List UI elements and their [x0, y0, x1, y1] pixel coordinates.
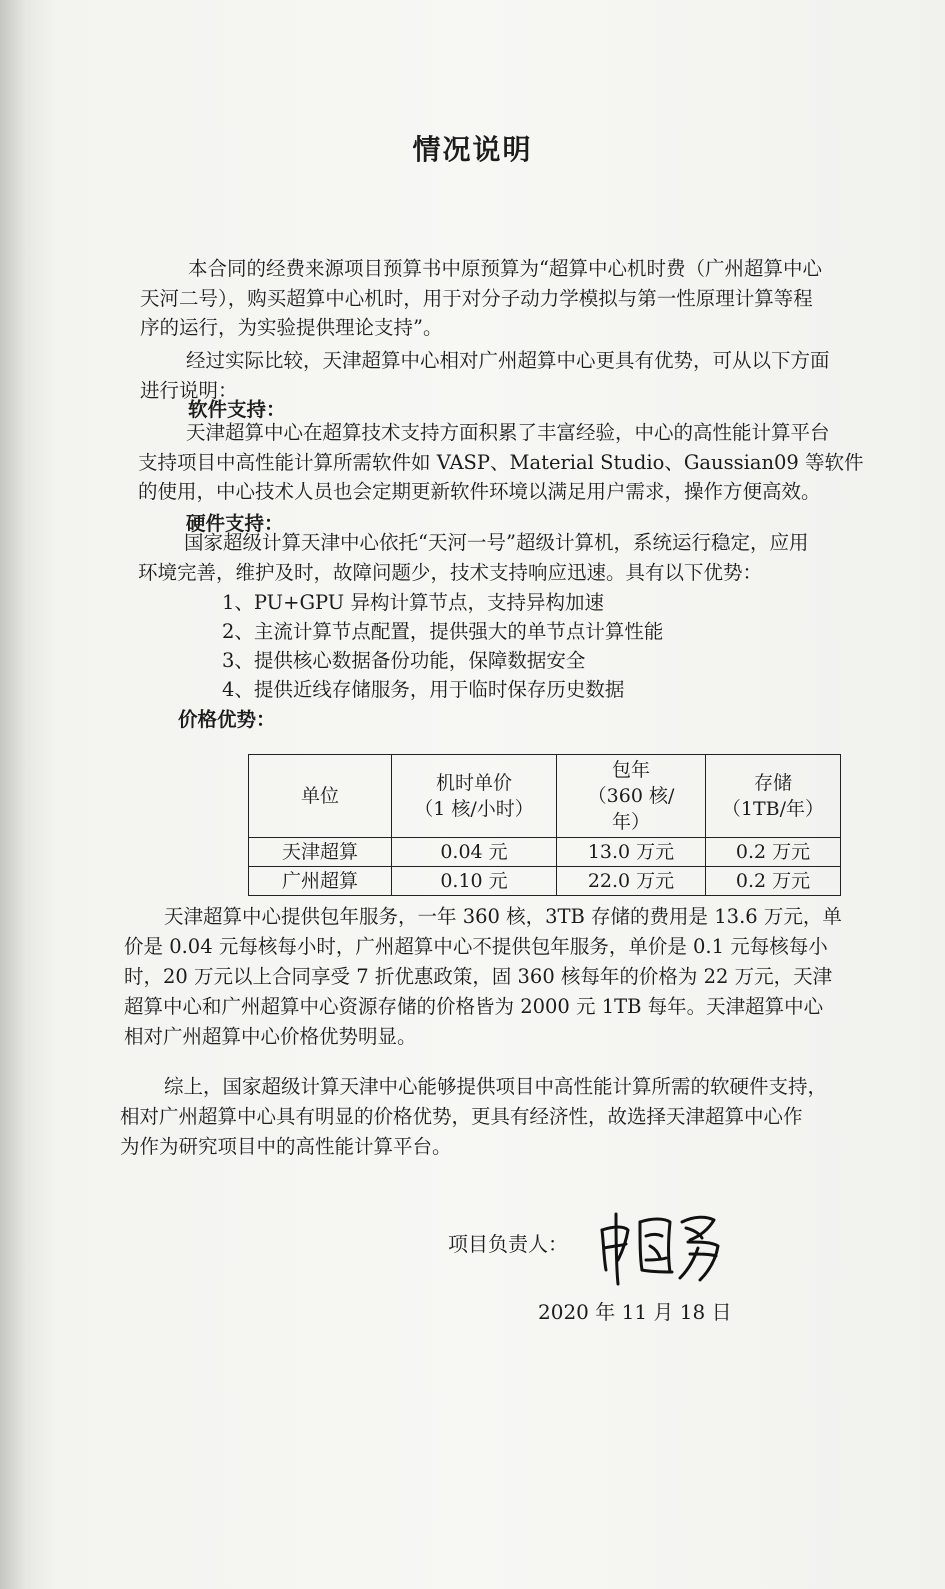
- price-paragraph: [124, 902, 842, 1052]
- table-header-row: [249, 755, 841, 838]
- table-header-cell: [392, 755, 557, 838]
- price-line: 相对广州超算中心价格优势明显。: [124, 1025, 417, 1048]
- header-line: 机时单价: [435, 772, 512, 794]
- hardware-line: 国家超级计算天津中心依托“天河一号”超级计算机，系统运行稳定，应用: [184, 531, 809, 554]
- comparison-line: 经过实际比较，天津超算中心相对广州超算中心更具有优势，可从以下方面: [186, 349, 830, 372]
- hardware-paragraph: [138, 528, 808, 587]
- list-item: 3、提供核心数据备份功能，保障数据安全: [222, 649, 586, 672]
- conclusion-line: 相对广州超算中心具有明显的价格优势，更具有经济性，故选择天津超算中心作: [120, 1105, 803, 1128]
- hardware-line: 环境完善，维护及时，故障问题少，技术支持响应迅速。具有以下优势：: [138, 560, 763, 584]
- table-cell: 0.2 万元: [706, 838, 841, 867]
- intro-line: 序的运行，为实验提供理论支持”。: [140, 316, 443, 339]
- conclusion-line: 综上，国家超级计算天津中心能够提供项目中高性能计算所需的软硬件支持，: [164, 1075, 828, 1098]
- price-line: 时，20 万元以上合同享受 7 折优惠政策，固 360 核每年的价格为 22 万元，天津: [124, 965, 833, 988]
- document-date: 2020 年 11 月 18 日: [538, 1300, 732, 1324]
- header-line: （1TB/年）: [721, 798, 825, 820]
- list-item: 1、PU+GPU 异构计算节点，支持异构加速: [222, 591, 604, 614]
- page-shadow: [0, 0, 26, 1589]
- document-title: 情况说明: [412, 133, 533, 166]
- table-cell: 0.04 元: [392, 838, 557, 867]
- header-line: 单位: [300, 785, 339, 807]
- software-heading: 软件支持：: [188, 398, 286, 421]
- price-line: 价是 0.04 元每核每小时，广州超算中心不提供包年服务，单价是 0.1 元每核每小: [124, 935, 828, 958]
- software-line: 的使用，中心技术人员也会定期更新软件环境以满足用户需求，操作方便高效。: [138, 480, 821, 503]
- header-line: 存储: [753, 772, 792, 794]
- table-cell: 22.0 万元: [557, 867, 706, 896]
- list-item: 4、提供近线存储服务，用于临时保存历史数据: [222, 678, 625, 701]
- handwritten-signature: [590, 1208, 730, 1288]
- table-row: [249, 838, 841, 867]
- price-heading: 价格优势：: [178, 708, 276, 731]
- header-line: （360 核/: [587, 785, 675, 807]
- hardware-advantages-list: [222, 588, 663, 704]
- software-paragraph: [138, 418, 864, 507]
- conclusion-line: 为作为研究项目中的高性能计算平台。: [120, 1135, 452, 1158]
- price-line: 超算中心和广州超算中心资源存储的价格皆为 2000 元 1TB 每年。天津超算中心: [124, 995, 824, 1018]
- table-cell: 广州超算: [249, 867, 392, 896]
- header-line: 包年: [611, 759, 650, 781]
- intro-paragraph: [140, 254, 822, 343]
- table-header-cell: [557, 755, 706, 838]
- comparison-line: 进行说明：: [140, 378, 238, 402]
- table-cell: 0.2 万元: [706, 867, 841, 896]
- table-row: [249, 867, 841, 896]
- software-line: 支持项目中高性能计算所需软件如 VASP、Material Studio、Gaussian09 等软件: [138, 450, 864, 474]
- table-cell: 天津超算: [249, 838, 392, 867]
- list-item: 2、主流计算节点配置，提供强大的单节点计算性能: [222, 620, 664, 643]
- hardware-heading: 硬件支持：: [186, 512, 284, 535]
- intro-line: 本合同的经费来源项目预算书中原预算为“超算中心机时费（广州超算中心: [188, 257, 822, 280]
- header-line: 年）: [611, 811, 650, 833]
- price-table: [248, 754, 841, 896]
- signer-label: 项目负责人：: [448, 1232, 568, 1256]
- intro-line: 天河二号），购买超算中心机时，用于对分子动力学模拟与第一性原理计算等程: [140, 286, 813, 310]
- conclusion-paragraph: [120, 1072, 827, 1162]
- table-cell: 0.10 元: [392, 867, 557, 896]
- header-line: （1 核/小时）: [414, 798, 534, 820]
- price-line: 天津超算中心提供包年服务，一年 360 核，3TB 存储的费用是 13.6 万元，单: [164, 905, 842, 928]
- table-header-cell: [706, 755, 841, 838]
- table-cell: 13.0 万元: [557, 838, 706, 867]
- software-line: 天津超算中心在超算技术支持方面积累了丰富经验，中心的高性能计算平台: [186, 421, 830, 444]
- table-header-cell: [249, 755, 392, 838]
